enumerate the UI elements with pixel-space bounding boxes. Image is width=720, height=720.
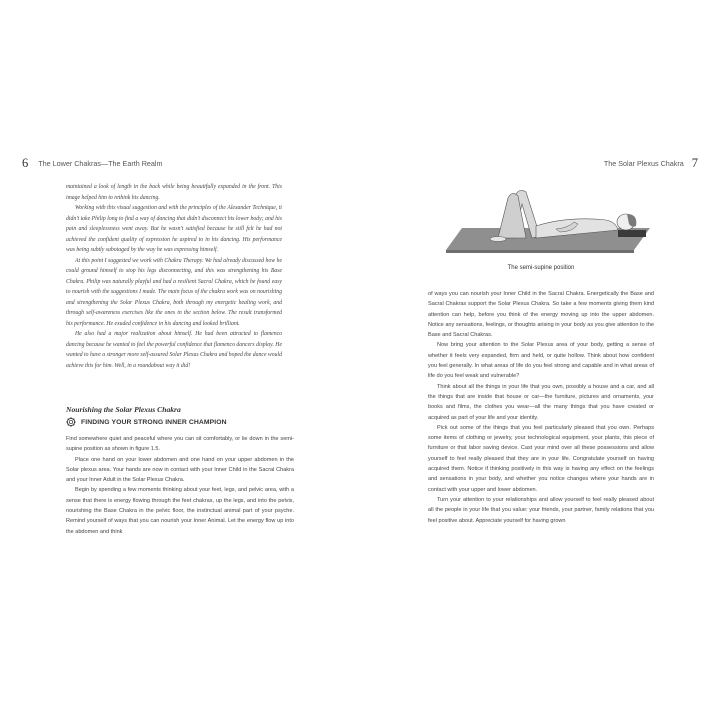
exercise-gear-icon (66, 417, 76, 427)
body-paragraph: Pick out some of the things that you feel particularly pleased that you own. Perhaps some items of clothing or jewelry, your technological equipment, your plants, this piece of furniture or that labor saving device. Cast your mind over all these possessions and allow yourself to feel really pleased that they are in your life. Congratulate yourself on having acquired them. Notice if thinking positively in this way is having any effect on the feelings and sensations in your body, and whether you notice changes where your hands are in contact with your upper and lower abdomen. (428, 424, 654, 493)
italic-paragraph: Working with this visual suggestion and with the principles of the Alexander Technique, it didn't take Philip long to find a way of dancing that didn't disconnect his lower body; and his pain and sleeplessness went away. But he wasn't satisfied because he still felt he had not achieved the confident quality of expression he aspired to in his dancing. His performance was being subtly sabotaged by the way he was expressing himself. (66, 205, 282, 253)
body-paragraph: Think about all the things in your life that you own, possibly a house and a car, and all the things that are inside that house or car—the furniture, pictures and ornaments, your books and films, the clothes you wear—all the many things that you have created or acquired as part of your life and your identity. (428, 383, 654, 421)
right-running-head-text: The Solar Plexus Chakra (603, 159, 684, 168)
italic-paragraph: At this point I suggested we work with Chakra Therapy. We had already discussed how he could ground himself to stop his legs disconnecting, and this was strengthening his Base Chakra. Philip was naturally playful and had a resilient Sacral Chakra, which he found easy to nourish with the suggestions I made. The main focus of the chakra work was on nourishing and strengthening the Solar Plexus Chakra, both through my energetic healing work, and through self-awareness exercises like the ones in the section below. The result transformed his performance. He exuded confidence in his dancing and looked brilliant. (66, 257, 282, 327)
body-paragraph: Find somewhere quiet and peaceful where you can sit comfortably, or lie down in the semi-supine position as shown in figure 1.5. (66, 436, 294, 453)
books-block (618, 230, 646, 237)
exercise-text (66, 434, 294, 537)
body-paragraph: Turn your attention to your relationships and allow yourself to feel really pleased about all the people in your life that you value: your friends, your partner, family relations that you feel positive about. Appreciate yourself for having grown (428, 496, 654, 524)
italic-paragraph: maintained a look of length in the back while being beautifully expanded in the front. This image helped him to rethink his dancing. (66, 184, 282, 201)
right-page-number: 7 (691, 156, 698, 170)
right-page-text (428, 289, 654, 526)
figure-caption: The semi-supine position (507, 265, 575, 271)
italic-paragraph: He also had a major realization about himself. He had been attracted to flamenco dancing because he wanted to feel the powerful confidence that flamenco dancers display. He wanted to have a stronger more self-assured Solar Plexus Chakra and hoped the dance would achieve this for him. Well, in a roundabout way it did! (66, 331, 282, 369)
yoga-mat-edge (446, 250, 634, 253)
semi-supine-figure (428, 178, 654, 268)
body-paragraph: of ways you can nourish your Inner Child in the Sacral Chakra. Energetically the Base and Sacral Chakras support the Solar Plexus Chakra. So take a few moments giving them kind attention can help, before you think of the energy moving up into the upper abdomen. Notice any sensations, feelings, or thoughts arising in your body as you give attention to the Base and Sacral Chakras. (428, 291, 654, 339)
exercise-label: FINDING YOUR STRONG INNER CHAMPION (81, 418, 227, 426)
left-page-number: 6 (22, 156, 29, 170)
right-running-head (604, 156, 698, 171)
body-paragraph: Begin by spending a few moments thinking about your feet, legs, and pelvic area, with a sense that there is energy flowing through the feet chakras, up the legs, and into the pelvis, nourishing the Base Chakra in the pelvic floor, the instinctual animal part of your psyche. Remind yourself of ways that you can nourish your Inner Animal. Let the energy flow up into the abdomen and think (66, 487, 294, 535)
left-running-head-text: The Lower Chakras—The Earth Realm (38, 159, 163, 168)
body-paragraph: Now bring your attention to the Solar Plexus area of your body, getting a sense of whether it feels very expanded, firm and held, or quite hollow. Think about how confident you feel generally. In what areas of life do you feel strong and capable and in what areas of life do you feel weak and vulnerable? (428, 342, 654, 380)
case-study-text (66, 182, 282, 371)
section-title: Nourishing the Solar Plexus Chakra (66, 405, 181, 414)
exercise-heading (66, 417, 227, 427)
left-running-head (22, 156, 162, 171)
body-paragraph: Place one hand on your lower abdomen and one hand on your upper abdomen in the Solar plexus area. Your hands are now in contact with your Inner Child in the Sacral Chakra and your Inner Adult in the Solar Plexus Chakra. (66, 456, 294, 484)
